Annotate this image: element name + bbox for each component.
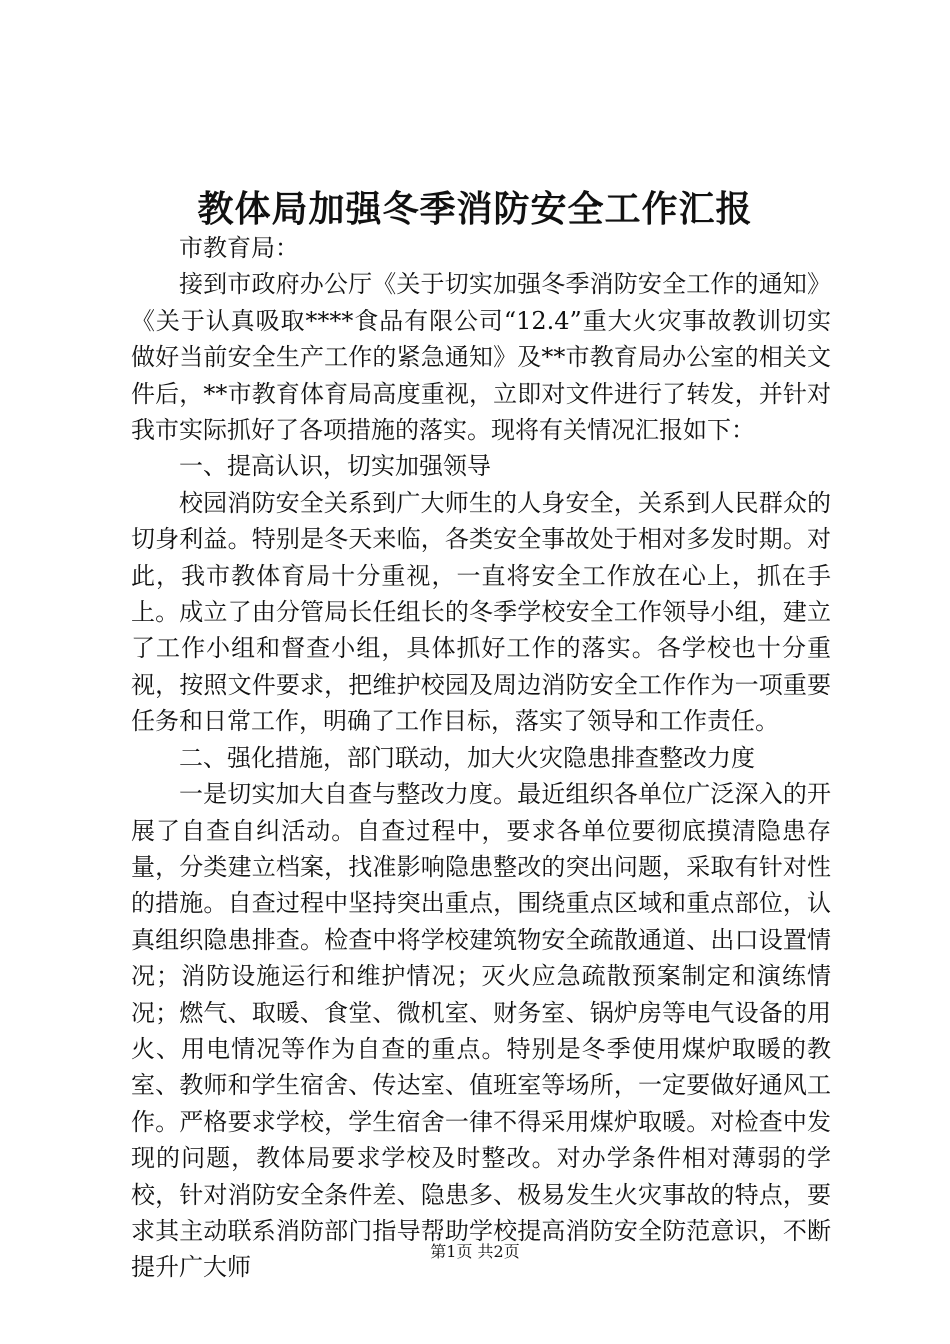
paragraph-intro: 接到市政府办公厅《关于切实加强冬季消防安全工作的通知》《关于认真吸取****食品有限公司“12.4”重大火灾事故教训切实做好当前安全生产工作的紧急通知》及**市教育局办公室的相关文件后，**市教育体育局高度重视，立即对文件进行了转发，并针对我市实际抓好了各项措施的落实。现将有关情况汇报如下： xyxy=(131,270,831,445)
salutation: 市教育局： xyxy=(179,234,299,262)
document-title: 教体局加强冬季消防安全工作汇报 xyxy=(197,188,753,230)
document-body xyxy=(131,230,831,1286)
section-heading-1: 一、提高认识，切实加强领导 xyxy=(179,452,491,481)
page-footer: 第1页 共2页 xyxy=(430,1242,520,1261)
paragraph-section-2: 一是切实加大自查与整改力度。最近组织各单位广泛深入的开展了自查自纠活动。自查过程中，要求各单位要彻底摸清隐患存量，分类建立档案，找准影响隐患整改的突出问题，采取有针对性的措施。自查过程中坚持突出重点，围绕重点区域和重点部位，认真组织隐患排查。检查中将学校建筑物安全疏散通道、出口设置情况；消防设施运行和维护情况；灭火应急疏散预案制定和演练情况；燃气、取暖、食堂、微机室、财务室、锅炉房等电气设备的用火、用电情况等作为自查的重点。特别是冬季使用煤炉取暖的教室、教师和学生宿舍、传达室、值班室等场所，一定要做好通风工作。严格要求学校，学生宿舍一律不得采用煤炉取暖。对检查中发现的问题，教体局要求学校及时整改。对办学条件相对薄弱的学校，针对消防安全条件差、隐患多、极易发生火灾事故的特点，要求其主动联系消防部门指导帮助学校提高消防安全防范意识，不断提升广大师 xyxy=(131,780,831,1282)
section-heading-2: 二、强化措施，部门联动，加大火灾隐患排查整改力度 xyxy=(179,743,755,772)
paragraph-section-1: 校园消防安全关系到广大师生的人身安全，关系到人民群众的切身利益。特别是冬天来临，各类安全事故处于相对多发时期。对此，我市教体育局十分重视，一直将安全工作放在心上，抓在手上。成立了由分管局长任组长的冬季学校安全工作领导小组，建立了工作小组和督查小组，具体抓好工作的落实。各学校也十分重视，按照文件要求，把维护校园及周边消防安全工作作为一项重要任务和日常工作，明确了工作目标，落实了领导和工作责任。 xyxy=(131,488,831,736)
